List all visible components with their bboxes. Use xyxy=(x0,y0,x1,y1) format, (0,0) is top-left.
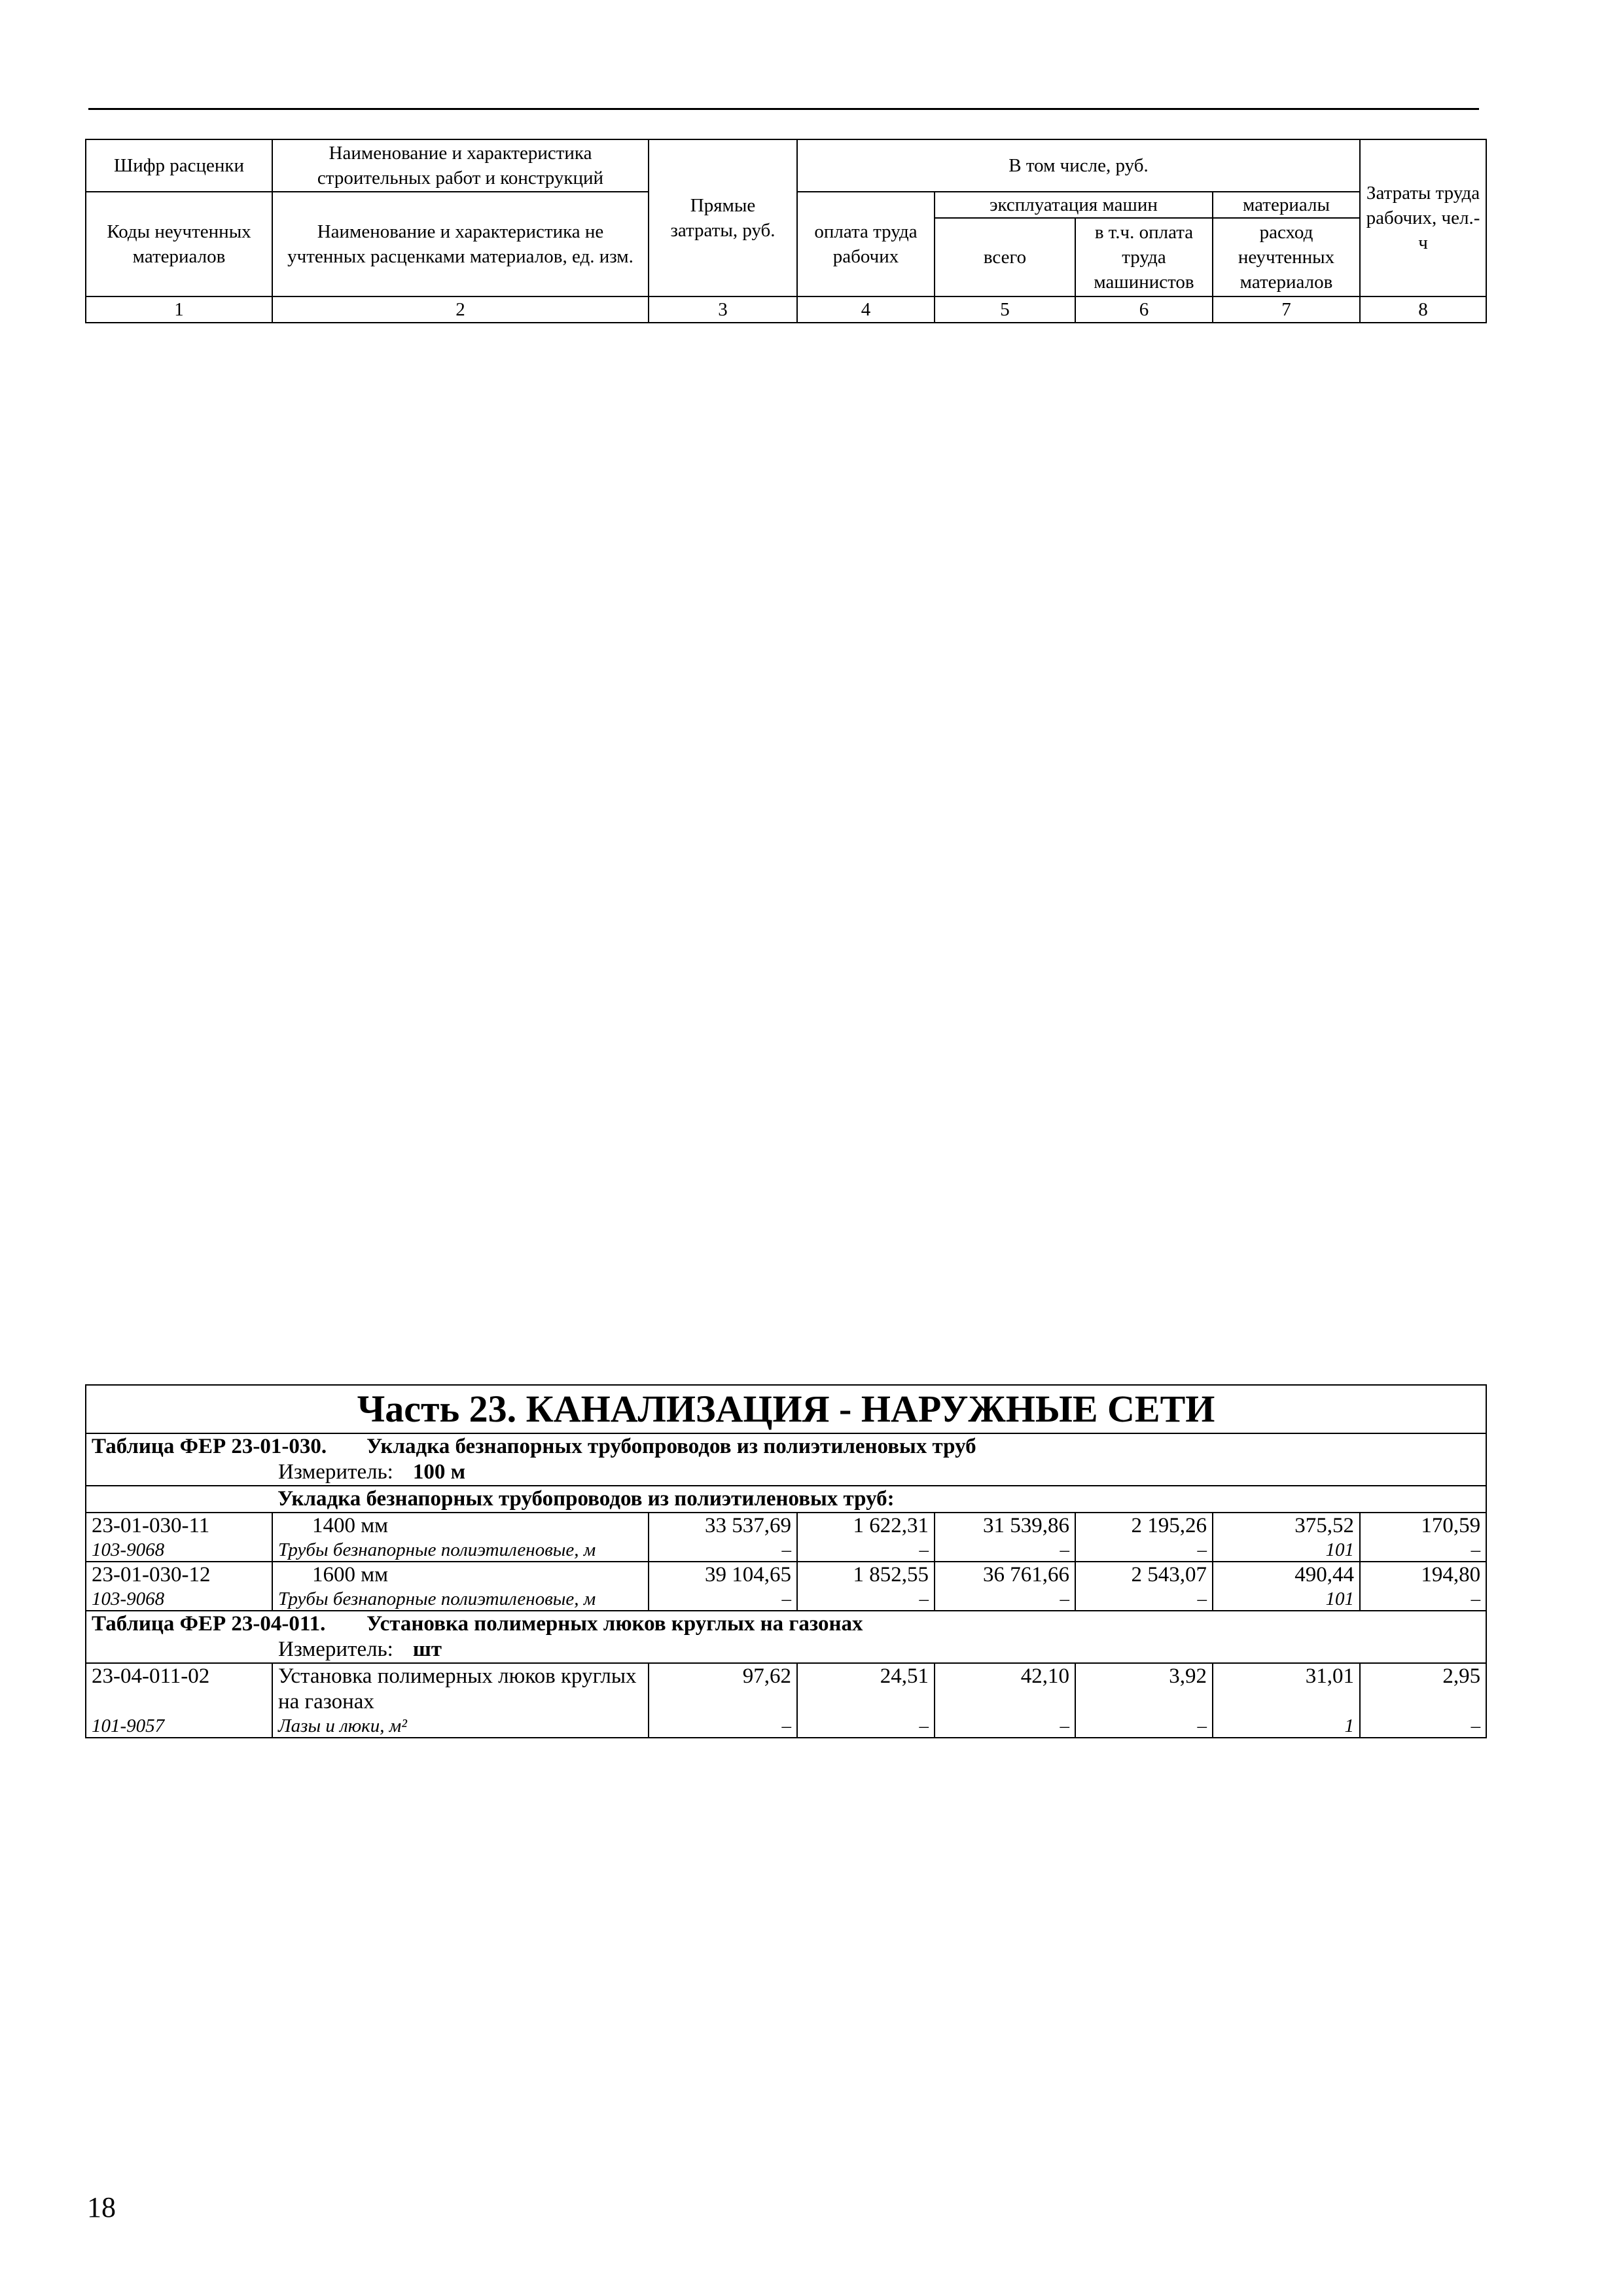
labor-pay-value: 1 622,31 xyxy=(797,1513,935,1539)
material-code: 103-9068 xyxy=(86,1588,272,1611)
material-value: 1 xyxy=(1213,1715,1360,1738)
header-materials-use: расход неучтенных материалов xyxy=(1213,218,1360,296)
part-title: Часть 23. КАНАЛИЗАЦИЯ - НАРУЖНЫЕ СЕТИ xyxy=(86,1385,1486,1433)
machines-total-value: 31 539,86 xyxy=(935,1513,1075,1539)
material-name: Трубы безнапорные полиэтиленовые, м xyxy=(272,1539,649,1562)
header-name-works: Наименование и характеристика строительных работ и конструкций xyxy=(272,139,649,192)
page-number: 18 xyxy=(87,2191,116,2223)
header-name-unaccounted: Наименование и характеристика не учтенных расценками материалов, ед. изм. xyxy=(272,192,649,296)
section-heading: Укладка безнапорных трубопроводов из полиэтиленовых труб: xyxy=(86,1486,1486,1513)
material-value: – xyxy=(797,1588,935,1611)
material-value: – xyxy=(1360,1588,1486,1611)
table-label: Таблица ФЕР 23-04-011. xyxy=(92,1612,326,1636)
table-heading xyxy=(86,1611,1486,1637)
column-header-table xyxy=(85,139,1487,323)
material-row xyxy=(86,1588,1486,1611)
material-value: 101 xyxy=(1213,1588,1360,1611)
rate-name: Установка полимерных люков круглых на газонах xyxy=(272,1663,649,1715)
rate-code: 23-04-011-02 xyxy=(86,1663,272,1715)
material-name: Лазы и люки, м² xyxy=(272,1715,649,1738)
top-rule xyxy=(88,108,1479,110)
material-value: – xyxy=(935,1715,1075,1738)
col-number: 6 xyxy=(1075,296,1213,323)
table-title: Установка полимерных люков круглых на газонах xyxy=(366,1612,863,1636)
header-materials: материалы xyxy=(1213,192,1360,218)
rate-code: 23-01-030-12 xyxy=(86,1562,272,1588)
rates-table xyxy=(85,1384,1487,1738)
header-machinists-pay: в т.ч. оплата труда машинистов xyxy=(1075,218,1213,296)
rate-name: 1600 мм xyxy=(272,1562,649,1588)
col-number: 3 xyxy=(649,296,797,323)
rate-name: 1400 мм xyxy=(272,1513,649,1539)
labor-costs-value: 170,59 xyxy=(1360,1513,1486,1539)
material-value: – xyxy=(1360,1539,1486,1562)
materials-value: 375,52 xyxy=(1213,1513,1360,1539)
material-value: – xyxy=(649,1539,797,1562)
col-number: 2 xyxy=(272,296,649,323)
material-value: 101 xyxy=(1213,1539,1360,1562)
material-value: – xyxy=(1360,1715,1486,1738)
material-name: Трубы безнапорные полиэтиленовые, м xyxy=(272,1588,649,1611)
labor-pay-value: 1 852,55 xyxy=(797,1562,935,1588)
direct-costs-value: 33 537,69 xyxy=(649,1513,797,1539)
material-row xyxy=(86,1715,1486,1738)
material-value: – xyxy=(1075,1539,1213,1562)
labor-pay-value: 24,51 xyxy=(797,1663,935,1715)
header-direct-costs: Прямые затраты, руб. xyxy=(649,139,797,296)
material-code: 103-9068 xyxy=(86,1539,272,1562)
machinists-pay-value: 2 195,26 xyxy=(1075,1513,1213,1539)
material-value: – xyxy=(649,1588,797,1611)
header-labor-costs: Затраты труда рабочих, чел.-ч xyxy=(1360,139,1486,296)
col-number: 7 xyxy=(1213,296,1360,323)
machines-total-value: 36 761,66 xyxy=(935,1562,1075,1588)
materials-value: 490,44 xyxy=(1213,1562,1360,1588)
machinists-pay-value: 2 543,07 xyxy=(1075,1562,1213,1588)
material-row xyxy=(86,1539,1486,1562)
measure-value: шт xyxy=(412,1638,442,1661)
header-labor-pay: оплата труда рабочих xyxy=(797,192,935,296)
direct-costs-value: 97,62 xyxy=(649,1663,797,1715)
labor-costs-value: 2,95 xyxy=(1360,1663,1486,1715)
material-code: 101-9057 xyxy=(86,1715,272,1738)
direct-costs-value: 39 104,65 xyxy=(649,1562,797,1588)
table-row xyxy=(86,1663,1486,1715)
material-value: – xyxy=(797,1539,935,1562)
measure-value: 100 м xyxy=(412,1460,466,1484)
table-row xyxy=(86,1562,1486,1588)
material-value: – xyxy=(1075,1588,1213,1611)
col-number: 4 xyxy=(797,296,935,323)
material-value: – xyxy=(797,1715,935,1738)
material-value: – xyxy=(935,1539,1075,1562)
measure-label: Измеритель: xyxy=(278,1638,393,1661)
material-value: – xyxy=(935,1588,1075,1611)
machines-total-value: 42,10 xyxy=(935,1663,1075,1715)
material-value: – xyxy=(1075,1715,1213,1738)
table-row xyxy=(86,1513,1486,1539)
header-code-unaccounted: Коды неучтенных материалов xyxy=(86,192,272,296)
table-heading xyxy=(86,1433,1486,1460)
header-machines-total: всего xyxy=(935,218,1075,296)
col-number: 1 xyxy=(86,296,272,323)
measure-label: Измеритель: xyxy=(278,1460,393,1484)
header-code-rate: Шифр расценки xyxy=(86,139,272,192)
machinists-pay-value: 3,92 xyxy=(1075,1663,1213,1715)
measure-row xyxy=(86,1460,1486,1486)
header-including: В том числе, руб. xyxy=(797,139,1360,192)
col-number: 8 xyxy=(1360,296,1486,323)
col-number: 5 xyxy=(935,296,1075,323)
table-label: Таблица ФЕР 23-01-030. xyxy=(92,1435,327,1458)
labor-costs-value: 194,80 xyxy=(1360,1562,1486,1588)
rate-code: 23-01-030-11 xyxy=(86,1513,272,1539)
material-value: – xyxy=(649,1715,797,1738)
measure-row xyxy=(86,1637,1486,1663)
table-title: Укладка безнапорных трубопроводов из полиэтиленовых труб xyxy=(366,1435,976,1458)
header-machines: эксплуатация машин xyxy=(935,192,1213,218)
materials-value: 31,01 xyxy=(1213,1663,1360,1715)
